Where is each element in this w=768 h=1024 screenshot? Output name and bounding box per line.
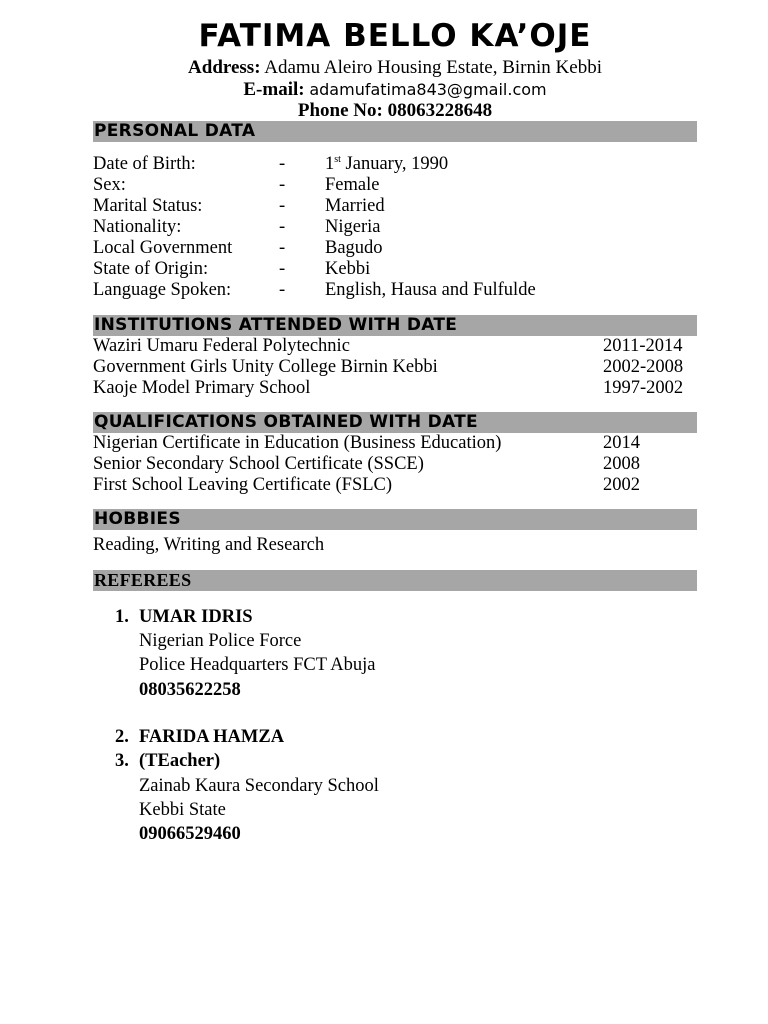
referee-phone: 09066529460 — [139, 824, 241, 844]
personal-row — [93, 217, 697, 238]
separator: - — [279, 217, 286, 237]
referee-address: Police Headquarters FCT Abuja — [139, 655, 376, 675]
separator: - — [279, 196, 286, 216]
phone-line: Phone No: 08063228648 — [297, 100, 493, 121]
institution-date: 1997-2002 — [603, 378, 684, 398]
separator: - — [279, 259, 286, 279]
institution-row — [93, 336, 697, 357]
qualification-row — [93, 454, 697, 475]
referee-number: 2. — [115, 727, 129, 747]
separator: - — [279, 280, 286, 300]
qualification-name: Senior Secondary School Certificate (SSCE) — [93, 454, 424, 474]
institutions-heading: INSTITUTIONS ATTENDED WITH DATE — [93, 315, 697, 336]
personal-value: Bagudo — [325, 238, 383, 258]
applicant-name: FATIMA BELLO KA’OJE — [198, 18, 592, 54]
institution-name: Waziri Umaru Federal Polytechnic — [93, 336, 350, 356]
address-label: Address: — [188, 57, 261, 78]
separator: - — [279, 154, 286, 174]
personal-value: 1st January, 1990 — [325, 154, 449, 174]
personal-value: English, Hausa and Fulfulde — [325, 280, 536, 300]
address-value: Adamu Aleiro Housing Estate, Birnin Kebbi — [264, 57, 602, 78]
personal-row — [93, 280, 697, 301]
address-line — [93, 57, 697, 79]
referees-heading: REFEREES — [93, 570, 697, 591]
separator: - — [279, 175, 286, 195]
qualification-date: 2002 — [603, 475, 640, 495]
personal-label: Marital Status: — [93, 196, 203, 216]
personal-row — [93, 196, 697, 217]
institution-row — [93, 357, 697, 378]
qualification-name: First School Leaving Certificate (FSLC) — [93, 475, 393, 495]
personal-data-heading: PERSONAL DATA — [93, 121, 697, 142]
qualifications-heading: QUALIFICATIONS OBTAINED WITH DATE — [93, 412, 697, 433]
hobbies-text: Reading, Writing and Research — [93, 535, 325, 555]
qualification-date: 2008 — [603, 454, 640, 474]
referee-name: UMAR IDRIS — [139, 607, 253, 627]
institution-date: 2002-2008 — [603, 357, 684, 377]
personal-value: Female — [325, 175, 380, 195]
referee-address: Kebbi State — [139, 800, 226, 820]
email-label: E-mail: — [243, 79, 305, 100]
personal-value: Kebbi — [325, 259, 371, 279]
referee-organization: Zainab Kaura Secondary School — [139, 776, 379, 796]
personal-label: Sex: — [93, 175, 126, 195]
qualification-name: Nigerian Certificate in Education (Business Education) — [93, 433, 502, 453]
personal-value: Married — [325, 196, 385, 216]
referee-organization: Nigerian Police Force — [139, 631, 302, 651]
personal-label: Local Government — [93, 238, 233, 258]
email-line — [93, 79, 697, 101]
institution-name: Government Girls Unity College Birnin Kebbi — [93, 357, 438, 377]
personal-row — [93, 175, 697, 196]
personal-value: Nigeria — [325, 217, 381, 237]
personal-row — [93, 259, 697, 280]
separator: - — [279, 238, 286, 258]
institution-row — [93, 378, 697, 399]
institution-name: Kaoje Model Primary School — [93, 378, 311, 398]
institution-date: 2011-2014 — [603, 336, 683, 356]
personal-row — [93, 238, 697, 259]
qualification-date: 2014 — [603, 433, 640, 453]
personal-label: State of Origin: — [93, 259, 209, 279]
personal-label: Nationality: — [93, 217, 182, 237]
referee-number: 3. — [115, 751, 129, 771]
personal-label: Date of Birth: — [93, 154, 196, 174]
hobbies-heading: HOBBIES — [93, 509, 697, 530]
referee-number: 1. — [115, 607, 129, 627]
personal-row — [93, 154, 697, 175]
email-value: adamufatima843@gmail.com — [309, 80, 547, 99]
referee-name: FARIDA HAMZA — [139, 727, 285, 747]
qualification-row — [93, 433, 697, 454]
personal-label: Language Spoken: — [93, 280, 232, 300]
referee-title: (TEacher) — [139, 751, 221, 771]
referee-phone: 08035622258 — [139, 680, 241, 700]
qualification-row — [93, 475, 697, 496]
